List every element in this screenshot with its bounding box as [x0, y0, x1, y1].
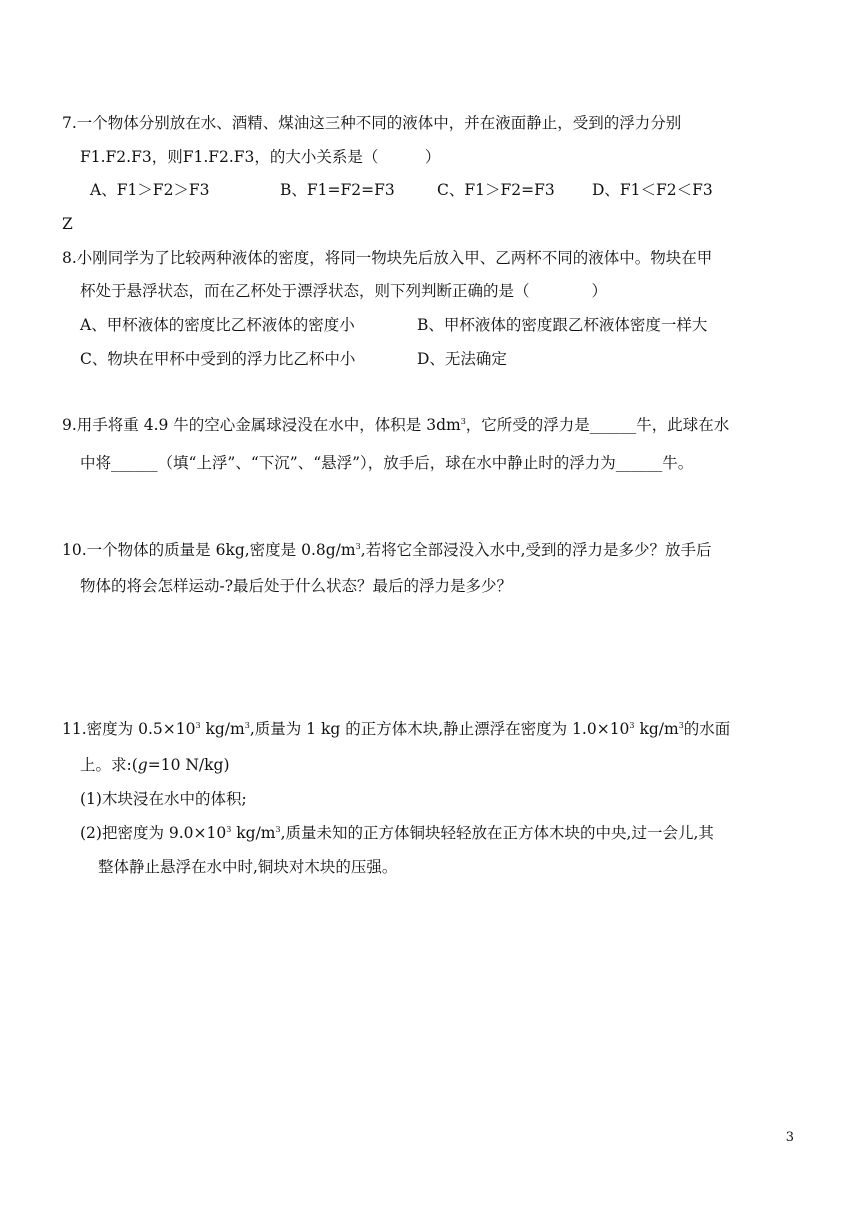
q11-line1-text-e: 的水面: [683, 720, 731, 738]
q11-line2-text-a: 上。求:(: [80, 756, 138, 774]
q11-sub2-sup2: 3: [275, 825, 281, 834]
q9-line1: [62, 415, 729, 435]
q11-sub1: (1)木块浸在水中的体积;: [80, 790, 247, 808]
q11-sub2-text-c: ,质量未知的正方体铜块轻轻放在正方体木块的中央,过一会儿,其: [280, 824, 714, 842]
q7-option-b: B、F1=F2=F3: [280, 181, 395, 199]
q7-stray-mark: Z: [62, 215, 73, 233]
q11-line1-text-c: ,质量为 1 kg 的正方体木块,静止漂浮在密度为 1.0×10: [249, 720, 630, 738]
q11-line1-text-d: kg/m: [634, 720, 679, 738]
q7-line2: F1.F2.F3，则F1.F2.F3，的大小关系是（ ）: [80, 148, 441, 166]
q8-option-d: D、无法确定: [417, 350, 507, 368]
q11-line1-text-b: kg/m: [200, 720, 245, 738]
page-number: 3: [785, 1130, 794, 1145]
q11-line1-text-a: 11.密度为 0.5×10: [62, 720, 196, 738]
q7-option-a: A、F1＞F2＞F3: [90, 181, 210, 199]
q8-option-a: A、甲杯液体的密度比乙杯液体的密度小: [80, 316, 355, 334]
q11-sub2-line1: [80, 823, 714, 843]
q11-sup4: 3: [678, 721, 684, 730]
q11-sub2-line2: 整体静止悬浮在水中时,铜块对木块的压强。: [98, 858, 398, 876]
q8-option-c: C、物块在甲杯中受到的浮力比乙杯中小: [80, 350, 356, 368]
q10-line1-text-cont: ,若将它全部浸没入水中,受到的浮力是多少？放手后: [360, 541, 712, 559]
q9-line1-text: 9.用手将重 4.9 牛的空心金属球浸没在水中，体积是 3dm: [62, 416, 461, 434]
q10-line1-text: 10.一个物体的质量是 6kg,密度是 0.8g/m: [62, 541, 356, 559]
q7-line1: 7.一个物体分别放在水、酒精、煤油这三种不同的液体中，并在液面静止，受到的浮力分别: [62, 114, 682, 132]
q9-line1-text-cont: ，它所受的浮力是______牛，此球在水: [465, 416, 730, 434]
q8-line2: 杯处于悬浮状态，而在乙杯处于漂浮状态，则下列判断正确的是（ ）: [80, 282, 608, 300]
q11-line2-text-b: =10 N/kg): [147, 756, 230, 774]
q8-option-b: B、甲杯液体的密度跟乙杯液体密度一样大: [417, 316, 708, 334]
q7-option-c: C、F1＞F2=F3: [437, 181, 555, 199]
q11-line2: [80, 755, 230, 775]
q10-superscript: 3: [355, 542, 361, 551]
q11-sub2-text-b: kg/m: [231, 824, 276, 842]
q11-gravity-symbol: g: [137, 756, 148, 774]
q11-sup1: 3: [195, 721, 201, 730]
q11-sup2: 3: [244, 721, 250, 730]
q11-line1: [62, 719, 730, 739]
q11-sub2-text-a: (2)把密度为 9.0×10: [80, 824, 227, 842]
q11-sup3: 3: [629, 721, 635, 730]
q9-line2: 中将______（填“上浮”、“下沉”、“悬浮”），放手后，球在水中静止时的浮力为______牛。: [80, 454, 694, 472]
q11-sub2-sup1: 3: [226, 825, 232, 834]
q7-option-d: D、F1＜F2＜F3: [592, 181, 713, 199]
q8-line1: 8.小刚同学为了比较两种液体的密度，将同一物块先后放入甲、乙两杯不同的液体中。物块在甲: [62, 249, 713, 267]
q9-superscript: 3: [460, 417, 466, 426]
q10-line2: 物体的将会怎样运动-?最后处于什么状态？最后的浮力是多少？: [80, 577, 513, 595]
q10-line1: [62, 540, 712, 560]
